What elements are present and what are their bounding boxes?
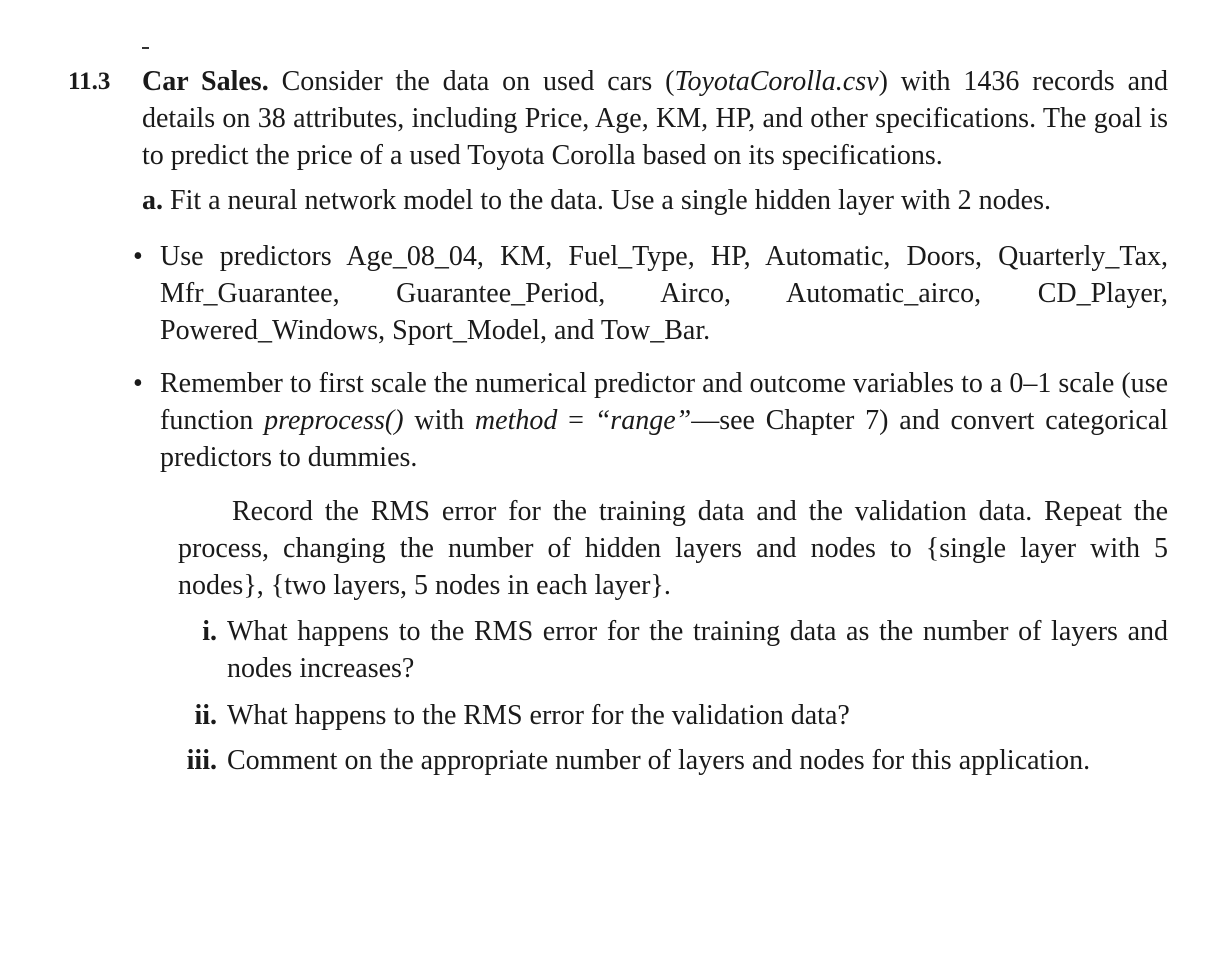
argument-name: method	[474, 405, 558, 436]
bullet-scaling-text-b: with	[403, 405, 475, 436]
subpart-i	[202, 613, 1168, 687]
subpart-text: What happens to the RMS error for the training data as the number of layers and nodes increases?	[227, 616, 1168, 684]
bullet-scaling-text-d: —see Chapter 7) and convert categorical predictors to dummies.	[160, 405, 1169, 473]
bullet-predictors-text: Use predictors Age_08_04, KM, Fuel_Type, HP, Automatic, Doors, Quarterly_Tax, Mfr_Guarantee, Guarantee_Period, Airco, Automatic_airco, CD_Player, Powered_Windows, Sport_Model, and Tow_Bar.	[160, 241, 1168, 346]
bullet-scaling	[133, 365, 1169, 476]
subpart-iii	[186, 742, 1168, 779]
statement-text-a: Consider the data on used cars (	[281, 66, 675, 97]
bullet-scaling-text-c: =	[557, 405, 595, 436]
subpart-label: iii.	[186, 745, 217, 776]
part-a-text: Fit a neural network model to the data. Use a single hidden layer with 2 nodes.	[170, 185, 1052, 216]
bullet-icon: •	[133, 241, 143, 272]
subpart-text: Comment on the appropriate number of layers and nodes for this application.	[227, 745, 1091, 776]
part-a	[142, 182, 1168, 219]
subpart-label: ii.	[194, 700, 217, 731]
subpart-label: i.	[202, 616, 217, 647]
instruction-paragraph: Record the RMS error for the training data and the validation data. Repeat the process, changing the number of hidden layers and nodes to {single layer with 5 nodes}, {two layers, 5 nodes in each layer}.	[178, 496, 1168, 601]
argument-value: “range”	[594, 405, 692, 436]
bullet-scaling-text-a: Remember to first scale the numerical predictor and outcome variables to a 0–1 scale (use function	[160, 368, 1168, 436]
statement-text-b: ) with 1436 records and details on 38 attributes, including Price, Age, KM, HP, and other specifications. The goal is to predict the price of a used Toyota Corolla based on its specifications.	[142, 66, 1168, 171]
problem-number: 11.3	[68, 68, 111, 95]
problem-title: Car Sales.	[142, 66, 269, 97]
bullet-predictors	[133, 238, 1168, 349]
problem-statement	[142, 63, 1168, 174]
bullet-icon: •	[133, 368, 143, 399]
function-name: preprocess()	[264, 405, 404, 436]
subpart-ii	[194, 697, 1168, 734]
page-mark	[142, 47, 149, 49]
data-file-name: ToyotaCorolla.csv	[674, 66, 879, 97]
subpart-text: What happens to the RMS error for the validation data?	[227, 700, 850, 731]
part-a-label: a.	[142, 185, 163, 216]
